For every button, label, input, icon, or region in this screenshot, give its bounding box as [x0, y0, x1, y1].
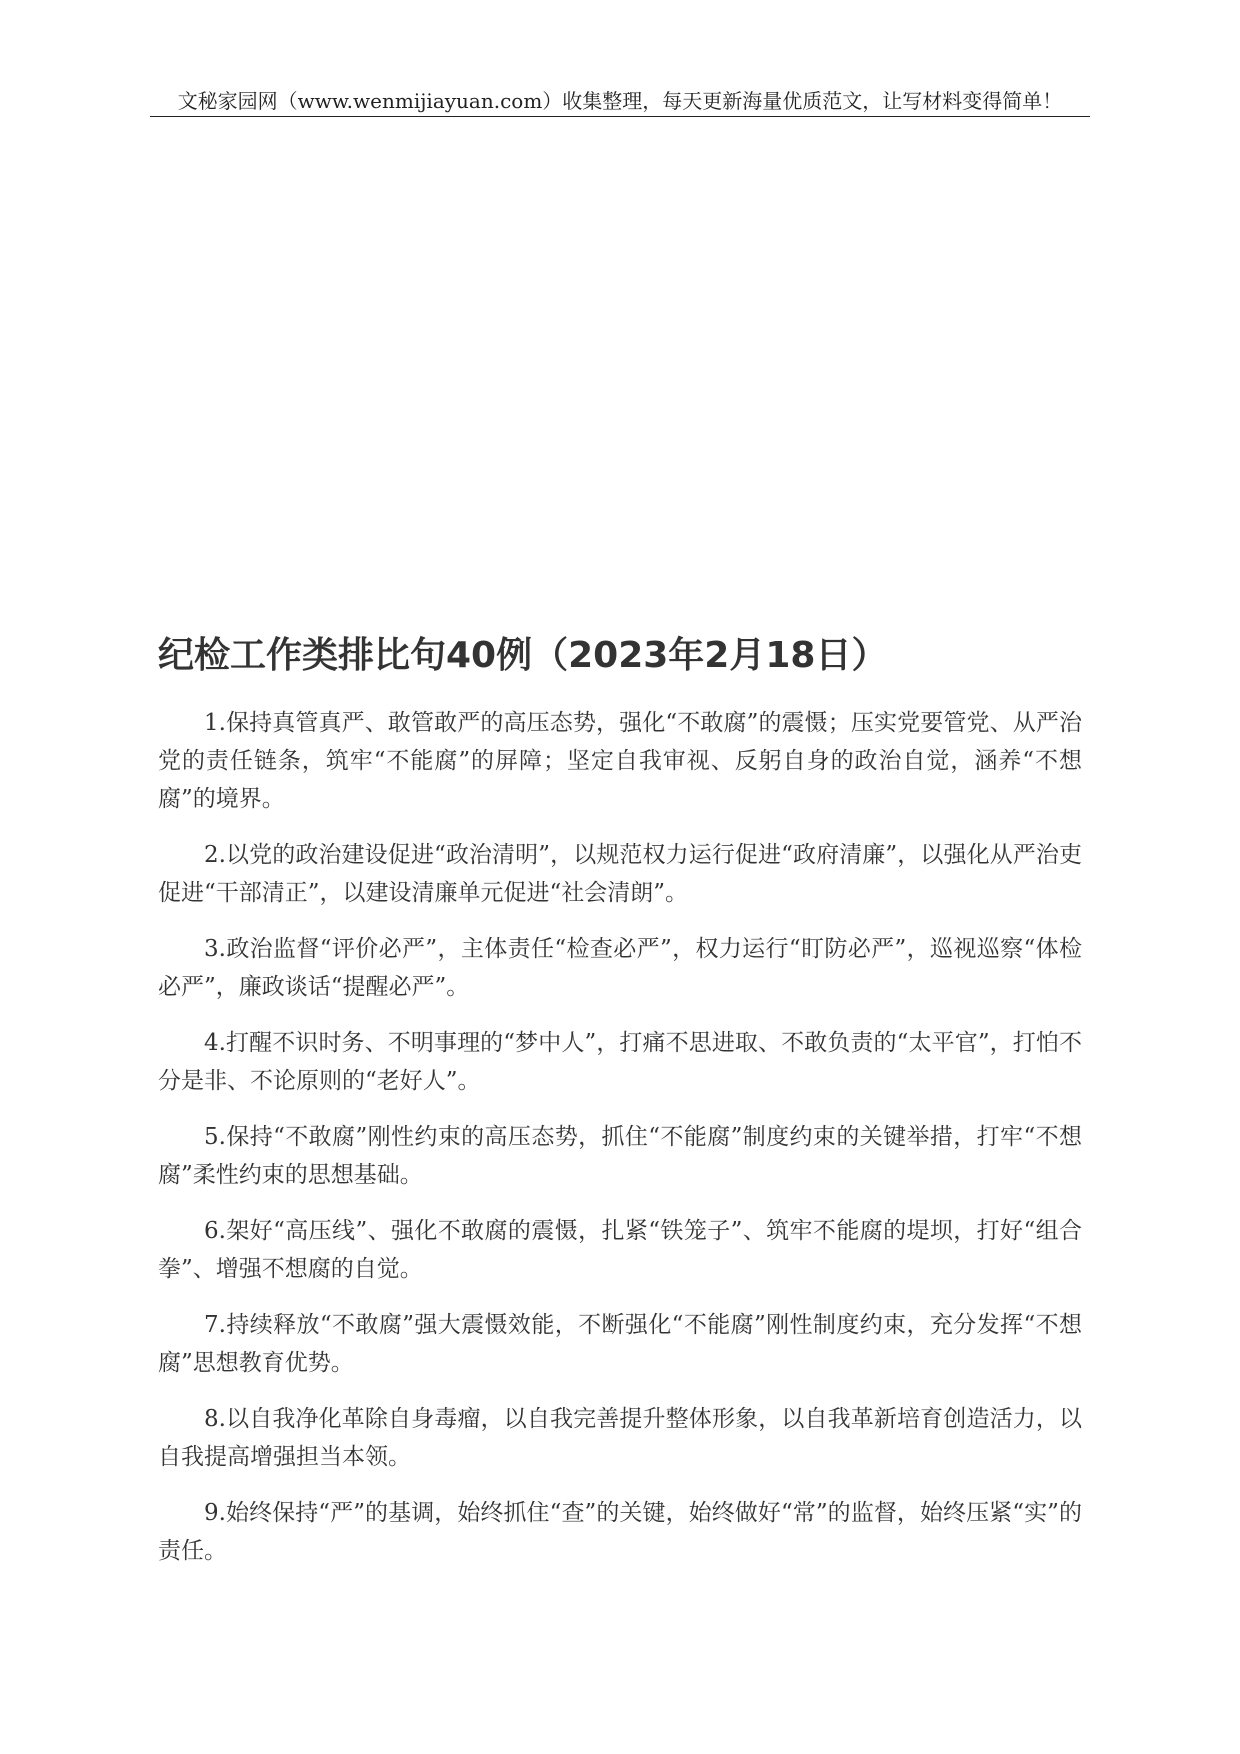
- page-header: [150, 86, 1090, 117]
- paragraph-4: 4.打醒不识时务、不明事理的“梦中人”，打痛不思进取、不敢负责的“太平官”，打怕不分是非、不论原则的“老好人”。: [158, 1030, 1082, 1094]
- document-title: 纪检工作类排比句40例（2023年2月18日）: [158, 635, 888, 676]
- document-body: [158, 704, 1082, 1588]
- paragraph-1: 1.保持真管真严、敢管敢严的高压态势，强化“不敢腐”的震慑；压实党要管党、从严治党的责任链条，筑牢“不能腐”的屏障；坚定自我审视、反躬自身的政治自觉，涵养“不想腐”的境界。: [158, 710, 1082, 812]
- paragraph-9: 9.始终保持“严”的基调，始终抓住“查”的关键，始终做好“常”的监督，始终压紧“实”的责任。: [158, 1500, 1082, 1564]
- paragraph-2: 2.以党的政治建设促进“政治清明”，以规范权力运行促进“政府清廉”，以强化从严治吏促进“干部清正”，以建设清廉单元促进“社会清朗”。: [158, 842, 1082, 906]
- paragraph-7: 7.持续释放“不敢腐”强大震慑效能，不断强化“不能腐”刚性制度约束，充分发挥“不想腐”思想教育优势。: [158, 1312, 1082, 1376]
- paragraph-6: 6.架好“高压线”、强化不敢腐的震慑，扎紧“铁笼子”、筑牢不能腐的堤坝，打好“组合拳”、增强不想腐的自觉。: [158, 1218, 1082, 1282]
- paragraph-5: 5.保持“不敢腐”刚性约束的高压态势，抓住“不能腐”制度约束的关键举措，打牢“不想腐”柔性约束的思想基础。: [158, 1124, 1082, 1188]
- paragraph-8: 8.以自我净化革除自身毒瘤，以自我完善提升整体形象，以自我革新培育创造活力，以自我提高增强担当本领。: [158, 1406, 1082, 1470]
- paragraph-3: 3.政治监督“评价必严”，主体责任“检查必严”，权力运行“盯防必严”，巡视巡察“体检必严”，廉政谈话“提醒必严”。: [158, 936, 1082, 1000]
- header-text: 文秘家园网（www.wenmijiayuan.com）收集整理，每天更新海量优质范文，让写材料变得简单！: [177, 89, 1063, 113]
